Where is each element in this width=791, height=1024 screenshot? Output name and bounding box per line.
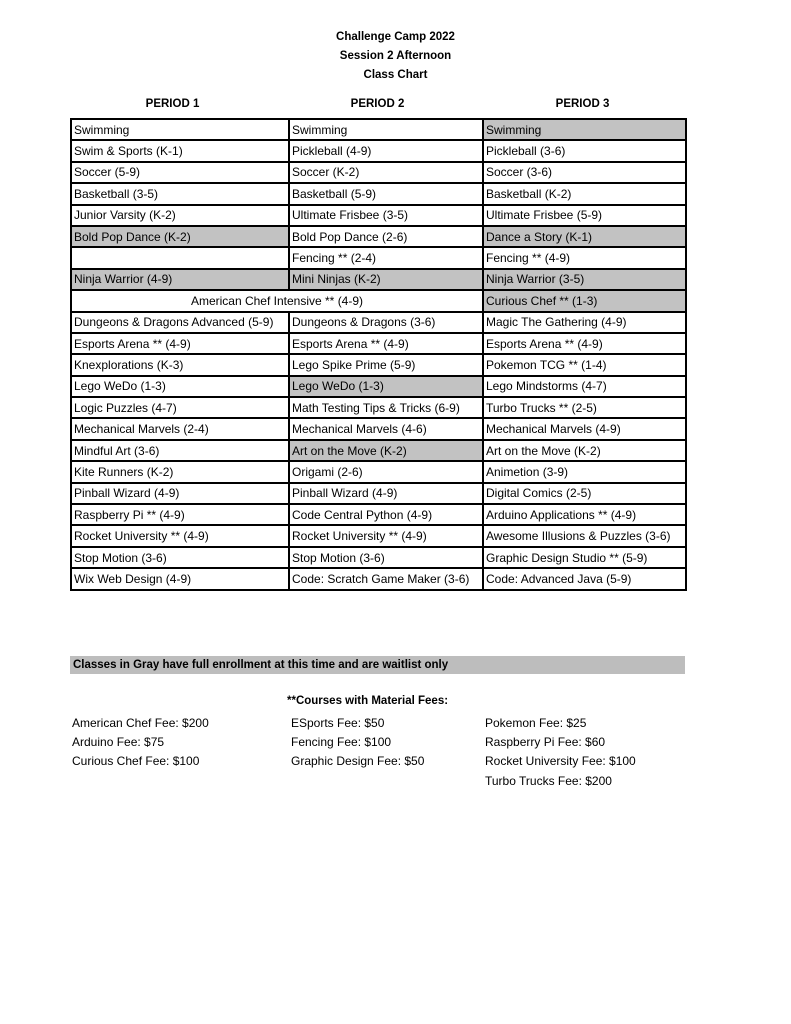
class-cell: Esports Arena ** (4-9)	[71, 333, 289, 354]
class-cell: Bold Pop Dance (K-2)	[71, 226, 289, 247]
table-row	[71, 440, 686, 461]
class-cell: Swimming	[71, 119, 289, 140]
class-cell: Ninja Warrior (3-5)	[483, 269, 686, 290]
class-cell: Pickleball (3-6)	[483, 140, 686, 161]
table-row	[71, 547, 686, 568]
class-cell: Knexplorations (K-3)	[71, 354, 289, 375]
table-row	[71, 525, 686, 546]
class-cell: Code: Advanced Java (5-9)	[483, 568, 686, 589]
table-row	[71, 354, 686, 375]
class-cell: Dungeons & Dragons Advanced (5-9)	[71, 312, 289, 333]
class-cell: Code: Scratch Game Maker (3-6)	[289, 568, 483, 589]
class-cell: Curious Chef ** (1-3)	[483, 290, 686, 311]
document-title: Challenge Camp 2022	[336, 31, 455, 43]
class-cell: Origami (2-6)	[289, 461, 483, 482]
table-row	[71, 247, 686, 268]
period-headers	[70, 98, 685, 116]
class-cell: Lego Spike Prime (5-9)	[289, 354, 483, 375]
class-cell: Lego WeDo (1-3)	[289, 376, 483, 397]
class-cell: Swimming	[289, 119, 483, 140]
fee-item: ESports Fee: $50	[291, 716, 385, 730]
class-cell: Swim & Sports (K-1)	[71, 140, 289, 161]
table-row	[71, 333, 686, 354]
table-row	[71, 226, 686, 247]
class-cell: Mini Ninjas (K-2)	[289, 269, 483, 290]
class-cell: Rocket University ** (4-9)	[71, 525, 289, 546]
class-cell: Mechanical Marvels (2-4)	[71, 418, 289, 439]
fee-item: Pokemon Fee: $25	[485, 716, 587, 730]
fee-item: Graphic Design Fee: $50	[291, 754, 425, 769]
fee-item: American Chef Fee: $200	[72, 716, 209, 730]
class-cell: Pinball Wizard (4-9)	[71, 483, 289, 504]
fees-column-2	[291, 714, 424, 772]
fee-item: Raspberry Pi Fee: $60	[485, 735, 606, 750]
table-row	[71, 119, 686, 140]
table-row	[71, 504, 686, 525]
fees-column-1	[72, 714, 209, 772]
class-cell: Math Testing Tips & Tricks (6-9)	[289, 397, 483, 418]
session-label: Session 2 Afternoon	[339, 50, 452, 62]
class-cell	[71, 247, 289, 268]
class-cell: Ultimate Frisbee (5-9)	[483, 205, 686, 226]
class-cell: Ultimate Frisbee (3-5)	[289, 205, 483, 226]
fee-item: Rocket University Fee: $100	[485, 754, 636, 769]
table-row	[71, 290, 686, 311]
class-cell: Mechanical Marvels (4-9)	[483, 418, 686, 439]
class-cell: Basketball (3-5)	[71, 183, 289, 204]
class-cell: Magic The Gathering (4-9)	[483, 312, 686, 333]
document-header	[0, 28, 791, 85]
class-cell: Digital Comics (2-5)	[483, 483, 686, 504]
period-3-header: PERIOD 3	[555, 98, 610, 110]
class-cell: Swimming	[483, 119, 686, 140]
table-row	[71, 418, 686, 439]
period-1-header: PERIOD 1	[145, 98, 200, 110]
class-cell: Mechanical Marvels (4-6)	[289, 418, 483, 439]
material-fees-title: **Courses with Material Fees:	[287, 695, 449, 707]
class-cell: Graphic Design Studio ** (5-9)	[483, 547, 686, 568]
period-2-header: PERIOD 2	[350, 98, 405, 110]
class-cell: Awesome Illusions & Puzzles (3-6)	[483, 525, 686, 546]
fee-item: Arduino Fee: $75	[72, 735, 165, 750]
class-cell: Dungeons & Dragons (3-6)	[289, 312, 483, 333]
table-row	[71, 162, 686, 183]
class-chart-table	[70, 118, 687, 591]
table-row	[71, 269, 686, 290]
table-row	[71, 183, 686, 204]
class-cell: Stop Motion (3-6)	[289, 547, 483, 568]
class-cell: American Chef Intensive ** (4-9)	[71, 290, 483, 311]
class-cell: Ninja Warrior (4-9)	[71, 269, 289, 290]
fees-column-3	[485, 714, 636, 791]
table-row	[71, 312, 686, 333]
class-cell: Rocket University ** (4-9)	[289, 525, 483, 546]
class-cell: Logic Puzzles (4-7)	[71, 397, 289, 418]
class-cell: Basketball (5-9)	[289, 183, 483, 204]
class-cell: Bold Pop Dance (2-6)	[289, 226, 483, 247]
class-cell: Arduino Applications ** (4-9)	[483, 504, 686, 525]
class-cell: Lego WeDo (1-3)	[71, 376, 289, 397]
class-cell: Mindful Art (3-6)	[71, 440, 289, 461]
class-cell: Soccer (K-2)	[289, 162, 483, 183]
class-cell: Code Central Python (4-9)	[289, 504, 483, 525]
class-cell: Esports Arena ** (4-9)	[289, 333, 483, 354]
chart-subtitle: Class Chart	[363, 69, 428, 81]
table-row	[71, 205, 686, 226]
class-cell: Turbo Trucks ** (2-5)	[483, 397, 686, 418]
class-cell: Pinball Wizard (4-9)	[289, 483, 483, 504]
table-row	[71, 483, 686, 504]
class-cell: Dance a Story (K-1)	[483, 226, 686, 247]
class-cell: Stop Motion (3-6)	[71, 547, 289, 568]
class-cell: Basketball (K-2)	[483, 183, 686, 204]
table-row	[71, 397, 686, 418]
table-row	[71, 376, 686, 397]
class-cell: Esports Arena ** (4-9)	[483, 333, 686, 354]
fee-item: Fencing Fee: $100	[291, 735, 392, 750]
table-row	[71, 568, 686, 589]
class-cell: Pickleball (4-9)	[289, 140, 483, 161]
waitlist-note: Classes in Gray have full enrollment at this time and are waitlist only	[70, 656, 685, 674]
class-cell: Soccer (3-6)	[483, 162, 686, 183]
class-cell: Fencing ** (4-9)	[483, 247, 686, 268]
class-cell: Soccer (5-9)	[71, 162, 289, 183]
class-cell: Fencing ** (2-4)	[289, 247, 483, 268]
table-row	[71, 140, 686, 161]
class-cell: Art on the Move (K-2)	[289, 440, 483, 461]
class-cell: Art on the Move (K-2)	[483, 440, 686, 461]
class-cell: Junior Varsity (K-2)	[71, 205, 289, 226]
fee-item: Curious Chef Fee: $100	[72, 754, 200, 769]
class-cell: Wix Web Design (4-9)	[71, 568, 289, 589]
class-cell: Pokemon TCG ** (1-4)	[483, 354, 686, 375]
class-cell: Lego Mindstorms (4-7)	[483, 376, 686, 397]
class-cell: Animetion (3-9)	[483, 461, 686, 482]
class-cell: Kite Runners (K-2)	[71, 461, 289, 482]
fee-item: Turbo Trucks Fee: $200	[485, 773, 612, 788]
class-cell: Raspberry Pi ** (4-9)	[71, 504, 289, 525]
table-row	[71, 461, 686, 482]
